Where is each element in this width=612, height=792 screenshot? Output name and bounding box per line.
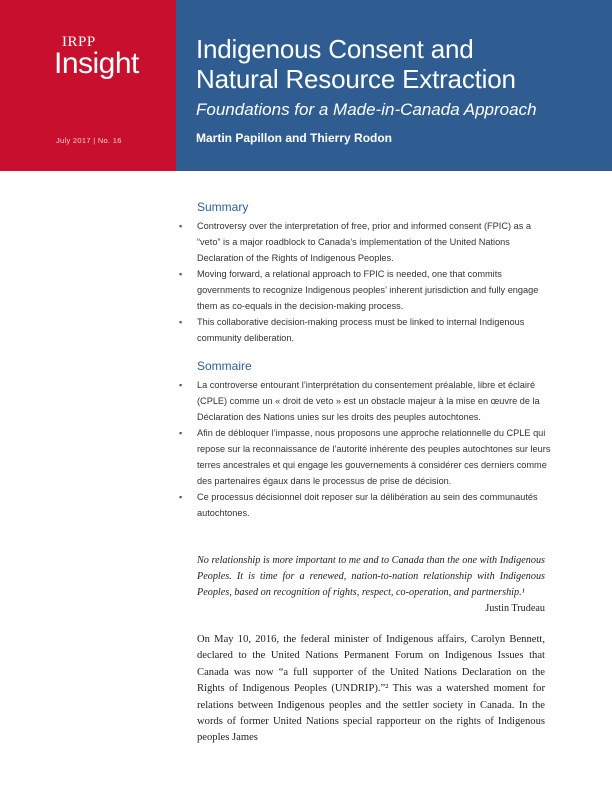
summary-list <box>179 218 551 346</box>
body-paragraph: On May 10, 2016, the federal minister of Indigenous affairs, Carolyn Bennett, declared to the United Nations Permanent Forum on Indigenous Issues that Canada was now “a full supporter of the United Nations Declaration on the Rights of Indigenous Peoples (UNDRIP).”² This was a watershed moment for relations between Indigenous peoples and the settler society in Canada. In the words of former United Nations special rapporteur on the rights of Indigenous peoples James <box>197 634 545 744</box>
page-title-line-2: Natural Resource Extraction <box>196 64 516 94</box>
epigraph-author: Justin Trudeau <box>485 603 545 614</box>
sommaire-item <box>179 489 551 521</box>
epigraph <box>197 553 545 617</box>
brand-series: Insight <box>54 47 139 80</box>
sommaire-item <box>179 377 551 425</box>
sommaire-list <box>179 377 551 521</box>
brand-block <box>0 0 176 171</box>
sommaire-item-text: La controverse entourant l’interprétation du consentement préalable, libre et éclairé (CPLE) comme un « droit de veto » est un obstacle majeur à la mise en œuvre de la Déclaration des Nations unies sur les droits des peuples autochtones. <box>197 380 540 422</box>
summary-item-text: Controversy over the interpretation of free, prior and informed consent (FPIC) as a “veto” is a major roadblock to Canada’s implementation of the United Nations Declaration of the Rights of Indigenous Peoples. <box>197 221 531 263</box>
sommaire-item-text: Afin de débloquer l’impasse, nous proposons une approche relationnelle du CPLE qui repose sur la reconnaissance de l’autorité inhérente des peuples autochtones sur leurs terres ancestrales et qui engage les gouvernements à considérer ces derniers comme des partenaires égaux dans le processus de prise de décision. <box>197 428 551 486</box>
page-title-line-1: Indigenous Consent and <box>196 34 474 64</box>
summary-item <box>179 314 551 346</box>
bullet-icon: ▪ <box>179 269 183 279</box>
summary-item-text: Moving forward, a relational approach to FPIC is needed, one that commits governments to recognize Indigenous peoples’ inherent jurisdiction and fully engage them as co-equals in the decision-making process. <box>197 269 539 311</box>
summary-heading: Summary <box>197 200 249 214</box>
summary-item <box>179 266 551 314</box>
sommaire-heading: Sommaire <box>197 359 252 373</box>
summary-item-text: This collaborative decision-making process must be linked to internal Indigenous community deliberation. <box>197 317 525 343</box>
bullet-icon: ▪ <box>179 380 183 390</box>
sommaire-item-text: Ce processus décisionnel doit reposer sur la délibération au sein des communautés autochtones. <box>197 492 538 518</box>
summary-item <box>179 218 551 266</box>
brand-org: IRPP <box>62 34 96 50</box>
title-block <box>176 0 612 171</box>
bullet-icon: ▪ <box>179 428 183 438</box>
authors: Martin Papillon and Thierry Rodon <box>196 131 393 145</box>
issue-label: July 2017 | No. 16 <box>56 136 122 145</box>
epigraph-text: No relationship is more important to me and to Canada than the one with Indigenous Peoples. It is time for a renewed, nation-to-nation relationship with Indigenous Peoples, based on recognition of rights, respect, co-operation, and partnership.¹ <box>197 555 545 598</box>
sommaire-item <box>179 425 551 489</box>
bullet-icon: ▪ <box>179 317 183 327</box>
bullet-icon: ▪ <box>179 221 183 231</box>
page-subtitle: Foundations for a Made-in-Canada Approach <box>196 100 537 119</box>
bullet-icon: ▪ <box>179 492 183 502</box>
